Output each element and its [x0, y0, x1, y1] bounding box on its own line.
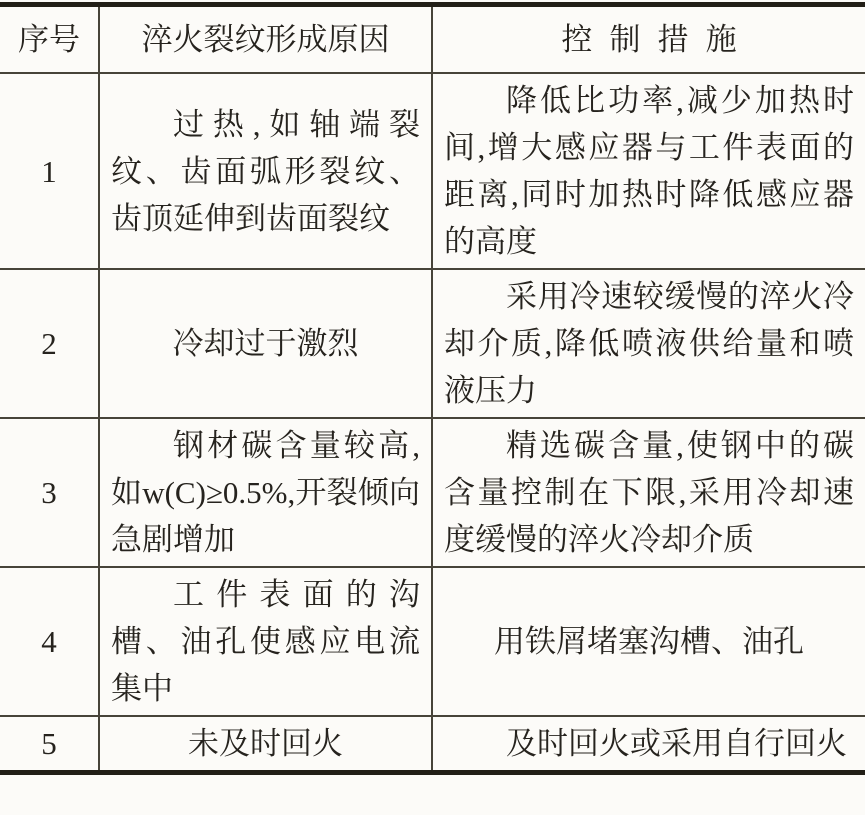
table-row [0, 418, 865, 567]
header-row [0, 5, 865, 74]
cell-cause: 冷却过于激烈 [99, 269, 432, 418]
table-row [0, 73, 865, 269]
cell-cause: 钢材碳含量较高,如w(C)≥0.5%,开裂倾向急剧增加 [99, 418, 432, 567]
quenching-crack-table [0, 2, 865, 775]
cell-measure: 采用冷速较缓慢的淬火冷却介质,降低喷液供给量和喷液压力 [432, 269, 865, 418]
table-row [0, 269, 865, 418]
col-header-no: 序号 [18, 22, 80, 57]
cell-row-number: 5 [0, 716, 99, 773]
table-row [0, 567, 865, 716]
col-header-measure: 控制措施 [432, 5, 865, 74]
cell-measure: 及时回火或采用自行回火 [432, 716, 865, 773]
cell-cause: 未及时回火 [99, 716, 432, 773]
cell-cause: 工件表面的沟槽、油孔使感应电流集中 [99, 567, 432, 716]
col-header-cause: 淬火裂纹形成原因 [99, 5, 432, 74]
table-header [0, 5, 865, 74]
cell-row-number: 1 [0, 73, 99, 269]
cell-row-number: 3 [0, 418, 99, 567]
table-body [0, 73, 865, 773]
cell-measure: 精选碳含量,使钢中的碳含量控制在下限,采用冷却速度缓慢的淬火冷却介质 [432, 418, 865, 567]
cell-row-number: 4 [0, 567, 99, 716]
cell-measure: 用铁屑堵塞沟槽、油孔 [432, 567, 865, 716]
table-row [0, 716, 865, 773]
cell-cause: 过热,如轴端裂纹、齿面弧形裂纹、齿顶延伸到齿面裂纹 [99, 73, 432, 269]
cell-measure: 降低比功率,减少加热时间,增大感应器与工件表面的距离,同时加热时降低感应器的高度 [432, 73, 865, 269]
cell-row-number: 2 [0, 269, 99, 418]
